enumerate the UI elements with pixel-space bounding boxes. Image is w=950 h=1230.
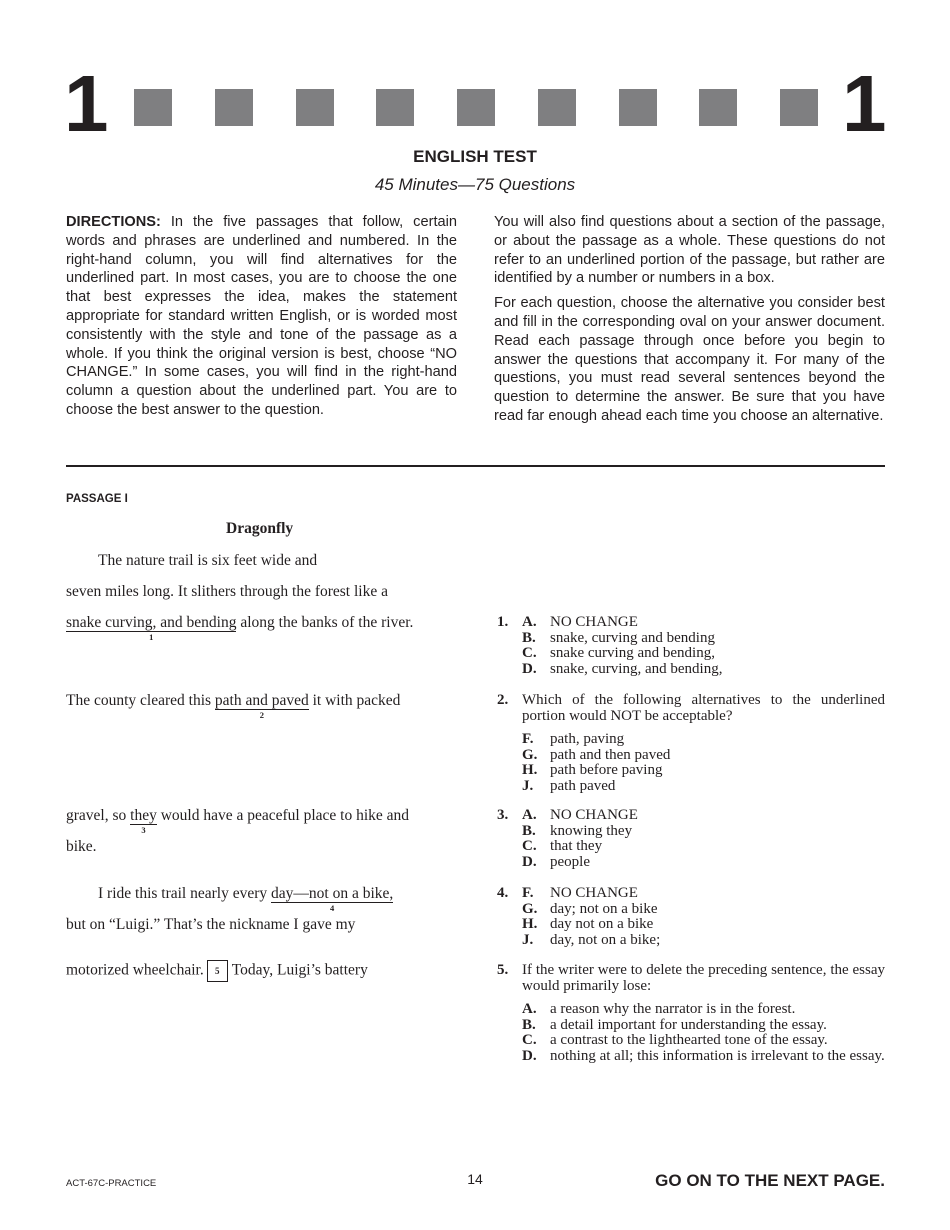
passage-text: bike. [66, 838, 97, 855]
question-box-5: 5 [207, 960, 228, 982]
answer-option[interactable] [522, 808, 885, 824]
directions-right-paragraph-2: For each question, choose the alternative you consider best and fill in the corresponding oval on your answer document. Read each passage through once before you begin to answer the questions that accompany it. For many of the questions, you must read several sentences beyond the question to determine the answer. Be sure that you have read far enough ahead each time you choose an alternative. [494, 295, 885, 424]
test-subtitle: 45 Minutes—75 Questions [374, 175, 576, 194]
option-text: NO CHANGE [550, 614, 638, 630]
option-letter: D. [522, 853, 537, 870]
underlined-portion-2 [214, 692, 309, 720]
passage-title: Dragonfly [226, 520, 294, 537]
option-text: path before paving [550, 762, 663, 779]
divider-square [538, 89, 576, 126]
divider-square [780, 89, 818, 126]
passage-line-4 [66, 692, 401, 720]
passage-text: but on “Luigi.” That’s the nickname I gave my [66, 916, 356, 933]
question-marker-3: 3 [141, 825, 146, 835]
underlined-text: snake curving, and bending [66, 614, 237, 631]
answer-option[interactable] [522, 933, 885, 949]
question-stem: Which of the following alternatives to the underlined portion would NOT be acceptable? [522, 692, 885, 724]
option-text: knowing they [550, 822, 633, 839]
question-marker-1: 1 [149, 632, 154, 642]
option-text: snake, curving, and bending, [550, 660, 723, 677]
option-letter: H. [522, 762, 538, 779]
option-letter: A. [522, 614, 537, 630]
answer-option[interactable] [522, 1033, 885, 1049]
directions-heading: DIRECTIONS: [66, 214, 161, 230]
passage-text: would have a peaceful place to hike and [156, 807, 410, 824]
option-text: nothing at all; this information is irrelevant to the essay. [550, 1047, 885, 1064]
option-text: day; not on a bike [550, 900, 658, 917]
answer-option[interactable] [522, 855, 885, 871]
answer-option[interactable] [522, 824, 885, 840]
next-page-notice: GO ON TO THE NEXT PAGE. [655, 1171, 885, 1190]
passage-line-6 [66, 838, 97, 856]
answer-option[interactable] [522, 779, 885, 795]
option-text: that they [550, 838, 603, 855]
passage-line-7 [98, 885, 394, 913]
option-letter: G. [522, 746, 538, 763]
answer-option[interactable] [522, 839, 885, 855]
option-letter: A. [522, 1001, 537, 1018]
passage-label: PASSAGE I [66, 493, 128, 505]
section-number-right: 1 [842, 59, 885, 148]
option-text: a reason why the narrator is in the forest. [550, 1001, 796, 1018]
option-letter: J. [522, 777, 534, 794]
answer-option[interactable] [522, 917, 885, 933]
option-text: snake curving and bending, [550, 645, 715, 662]
option-letter: D. [522, 660, 537, 677]
option-text: day not on a bike [550, 916, 654, 933]
question-2 [497, 693, 885, 795]
answer-option[interactable] [522, 662, 885, 678]
answer-option[interactable] [522, 1002, 885, 1018]
option-text: NO CHANGE [550, 807, 638, 823]
option-letter: G. [522, 900, 538, 917]
answer-option[interactable] [522, 646, 885, 662]
passage-line-2 [66, 583, 388, 601]
underlined-portion-1 [66, 614, 237, 642]
form-code: ACT-67C-PRACTICE [66, 1178, 157, 1189]
option-text: a contrast to the lighthearted tone of the essay. [550, 1032, 828, 1049]
horizontal-rule [66, 465, 885, 467]
section-divider-squares [134, 89, 818, 125]
underlined-portion-3 [130, 807, 157, 835]
divider-square [619, 89, 657, 126]
underlined-text: day—not on a bike, [271, 885, 394, 902]
passage-line-5 [66, 807, 410, 835]
divider-square [296, 89, 334, 126]
passage-text: Today, Luigi’s battery [231, 961, 368, 979]
directions-right-column [494, 213, 885, 432]
divider-square [134, 89, 172, 126]
question-number: 5. [497, 962, 509, 978]
option-text: path, paving [550, 731, 625, 748]
question-number: 4. [497, 885, 509, 901]
underlined-text: path and paved [214, 692, 309, 709]
question-marker-2: 2 [259, 710, 264, 720]
underlined-text: they [130, 807, 157, 824]
option-letter: C. [522, 838, 537, 855]
option-text: day, not on a bike; [550, 931, 661, 948]
option-letter: D. [522, 1047, 537, 1064]
passage-text: along the banks of the river. [236, 614, 414, 631]
option-letter: B. [522, 629, 536, 646]
directions-left-column [66, 213, 457, 420]
option-letter: C. [522, 645, 537, 662]
divider-square [457, 89, 495, 126]
passage-text: gravel, so [66, 807, 131, 824]
passage-line-9 [66, 960, 368, 982]
option-text: a detail important for understanding the essay. [550, 1016, 827, 1033]
divider-square [215, 89, 253, 126]
answer-option[interactable] [522, 748, 885, 764]
option-letter: B. [522, 822, 536, 839]
question-marker-4: 4 [330, 903, 335, 913]
question-stem: If the writer were to delete the preceding sentence, the essay would primarily lose: [522, 962, 885, 994]
answer-option[interactable] [522, 902, 885, 918]
divider-square [699, 89, 737, 126]
option-text: path and then paved [550, 746, 671, 763]
option-text: snake, curving and bending [550, 629, 715, 646]
option-letter: B. [522, 1016, 536, 1033]
option-letter: F. [522, 731, 534, 748]
divider-square [376, 89, 414, 126]
option-text: people [550, 853, 590, 870]
passage-line-3 [66, 614, 414, 642]
question-number: 1. [497, 614, 509, 630]
option-text: path paved [550, 777, 616, 794]
passage-text: The county cleared this [66, 692, 215, 709]
question-4 [497, 886, 885, 948]
passage-line-1 [98, 552, 317, 570]
answer-option[interactable] [522, 1049, 885, 1065]
question-3 [497, 808, 885, 870]
question-1 [497, 615, 885, 677]
directions-left-text: In the five passages that follow, certain words and phrases are underlined and numbered. In the right-hand column, you will find alternatives for the underlined part. In most cases, you are to choose the one that best expresses the idea, makes the statement appropriate for standard written English, or is worded most consistently with the style and tone of the passage as a whole. If you think the original version is best, choose “NO CHANGE.” In some cases, you will find in the right-hand column a question about the underlined part. You are to choose the best answer to the question. [66, 214, 457, 418]
question-5 [497, 963, 885, 1065]
option-text: NO CHANGE [550, 885, 638, 901]
underlined-portion-4 [271, 885, 394, 913]
passage-text: I ride this trail nearly every [98, 885, 272, 902]
passage-text: seven miles long. It slithers through the forest like a [66, 583, 388, 600]
passage-text: it with packed [308, 692, 401, 709]
option-letter: J. [522, 931, 534, 948]
option-letter: F. [522, 885, 534, 901]
directions-paragraph [66, 213, 457, 420]
page-number: 14 [467, 1171, 483, 1187]
answer-option[interactable] [522, 763, 885, 779]
option-letter: H. [522, 916, 538, 933]
test-title: ENGLISH TEST [413, 147, 537, 166]
option-letter: C. [522, 1032, 537, 1049]
directions-right-paragraph-1: You will also find questions about a section of the passage, or about the passage as a whole. These questions do not refer to an underlined portion of the passage, but rather are identified by a number or numbers in a box. [494, 214, 885, 287]
passage-text: motorized wheelchair. [66, 961, 204, 979]
section-number-left: 1 [64, 59, 107, 148]
answer-option[interactable] [522, 1018, 885, 1034]
answer-option[interactable] [522, 615, 885, 631]
passage-line-8 [66, 916, 355, 934]
answer-option[interactable] [522, 732, 885, 748]
question-number: 3. [497, 807, 509, 823]
option-letter: A. [522, 807, 537, 823]
answer-option[interactable] [522, 886, 885, 902]
passage-text: The nature trail is six feet wide and [98, 552, 318, 569]
question-number: 2. [497, 692, 509, 708]
answer-option[interactable] [522, 631, 885, 647]
